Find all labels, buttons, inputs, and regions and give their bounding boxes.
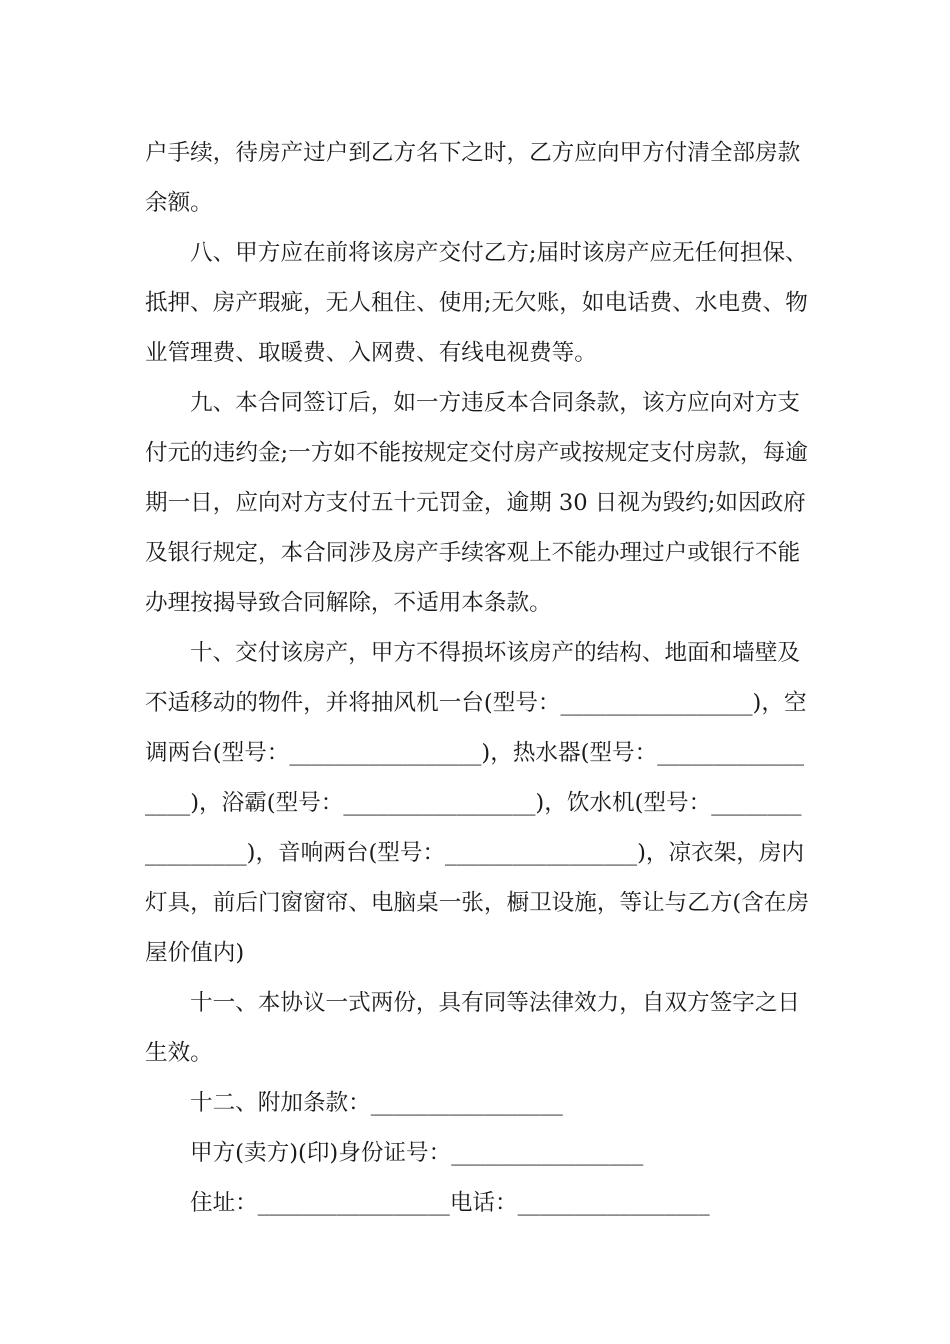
text-line: 业管理费、取暖费、入网费、有线电视费等。 [145,340,597,366]
party-a-address-phone-line: 住址：_________________电话：_________________ [190,1190,710,1216]
text-line: 期一日，应向对方支付五十元罚金，逾期 30 日视为毁约;如因政府 [145,490,806,516]
text-line: 余额。 [145,190,213,216]
text-line: 调两台(型号：_________________)，热水器(型号：_____________ [145,740,805,766]
text-line: 抵押、房产瑕疵，无人租住、使用;无欠账，如电话费、水电费、物 [145,290,808,316]
text-line: 及银行规定，本合同涉及房产手续客观上不能办理过户或银行不能 [145,540,801,566]
text-line: ____)，浴霸(型号：_________________)，饮水机(型号：________ [145,790,802,816]
clause-11-start: 十一、本协议一式两份，具有同等法律效力，自双方签字之日 [190,990,801,1016]
text-line: _________)，音响两台(型号：_________________)，凉衣架，房内 [145,840,805,866]
text-line: 屋价值内) [145,940,245,966]
text-line: 灯具，前后门窗窗帘、电脑桌一张，橱卫设施，等让与乙方(含在房 [145,890,810,916]
party-a-id-line: 甲方(卖方)(印)身份证号：_________________ [190,1140,644,1166]
clause-12-additional-terms: 十二、附加条款：_________________ [190,1090,563,1116]
text-line: 付元的违约金;一方如不能按规定交付房产或按规定支付房款，每逾 [145,440,808,466]
clause-8-start: 八、甲方应在前将该房产交付乙方;届时该房产应无任何担保、 [190,240,808,266]
text-line: 办理按揭导致合同解除，不适用本条款。 [145,590,552,616]
text-line: 户手续，待房产过户到乙方名下之时，乙方应向甲方付清全部房款 [145,140,801,166]
clause-9-start: 九、本合同签订后，如一方违反本合同条款，该方应向对方支 [190,390,801,416]
clause-10-start: 十、交付该房产，甲方不得损坏该房产的结构、地面和墙壁及 [190,640,801,666]
text-line: 生效。 [145,1040,213,1066]
text-line: 不适移动的物件，并将抽风机一台(型号：_________________)，空 [145,690,807,716]
